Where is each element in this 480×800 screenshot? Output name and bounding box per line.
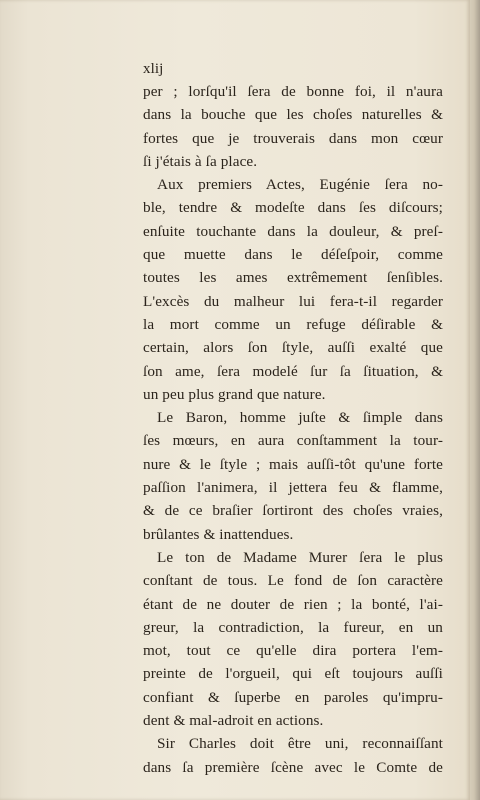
text-line: la mort comme un refuge déſirable & (143, 315, 443, 333)
text-line: greur, la contradiction, la fureur, en un (143, 618, 443, 636)
text-line: enſuite touchante dans la douleur, & preſ- (143, 222, 443, 240)
text-line: Aux premiers Actes, Eugénie ſera no- (157, 176, 443, 194)
text-line: Sir Charles doit être uni, reconnaiſſant (157, 735, 443, 753)
text-line: ble, tendre & modeſte dans ſes diſcours; (143, 199, 443, 217)
text-line: Le ton de Madame Murer ſera le plus (157, 548, 443, 566)
page-edge (470, 0, 480, 800)
text-line: L'excès du malheur lui fera-t-il regarder (143, 292, 443, 310)
text-line: dent & mal-adroit en actions. (143, 712, 324, 730)
text-line: per ; lorſqu'il ſera de bonne foi, il n'aura (143, 83, 443, 100)
text-line: que muette dans le déſeſpoir, comme (143, 246, 443, 264)
text-line: fortes que je trouverais dans mon cœur (143, 129, 443, 147)
text-line: conſtant de tous. Le fond de ſon caractère (143, 572, 443, 590)
text-line: toutes les ames extrêmement ſenſibles. (143, 269, 443, 287)
text-line: un peu plus grand que nature. (143, 385, 326, 403)
text-line: preinte de l'orgueil, qui eſt toujours auſſi (143, 665, 443, 683)
text-line: dans la bouche que les choſes naturelles & (143, 106, 443, 124)
text-line: mot, tout ce qu'elle dira portera l'em- (143, 642, 443, 660)
text-line: dans ſa première ſcène avec le Comte de (143, 758, 443, 776)
text-line: certain, alors ſon ſtyle, auſſi exalté que (143, 339, 443, 357)
text-line: ſon ame, ſera modelé ſur ſa ſituation, & (143, 362, 443, 380)
text-line: Le Baron, homme juſte & ſimple dans (157, 409, 443, 427)
text-line: ſes mœurs, en aura conſtamment la tour- (143, 432, 443, 450)
text-line: & de ce braſier ſortiront des choſes vraies, (143, 502, 443, 520)
text-line: étant de ne douter de rien ; la bonté, l'ai- (143, 595, 443, 613)
text-line: confiant & ſuperbe en paroles qu'impru- (143, 688, 443, 706)
text-lines (143, 80, 443, 779)
text-line: nure & le ſtyle ; mais auſſi-tôt qu'une forte (143, 455, 443, 473)
page-number: xlij (143, 61, 164, 77)
text-line: brûlantes & inattendues. (143, 525, 294, 543)
text-line: paſſion l'animera, il jettera feu & flamme, (143, 479, 443, 497)
page-text (143, 58, 443, 779)
text-line: ſi j'étais à ſa place. (143, 152, 258, 170)
